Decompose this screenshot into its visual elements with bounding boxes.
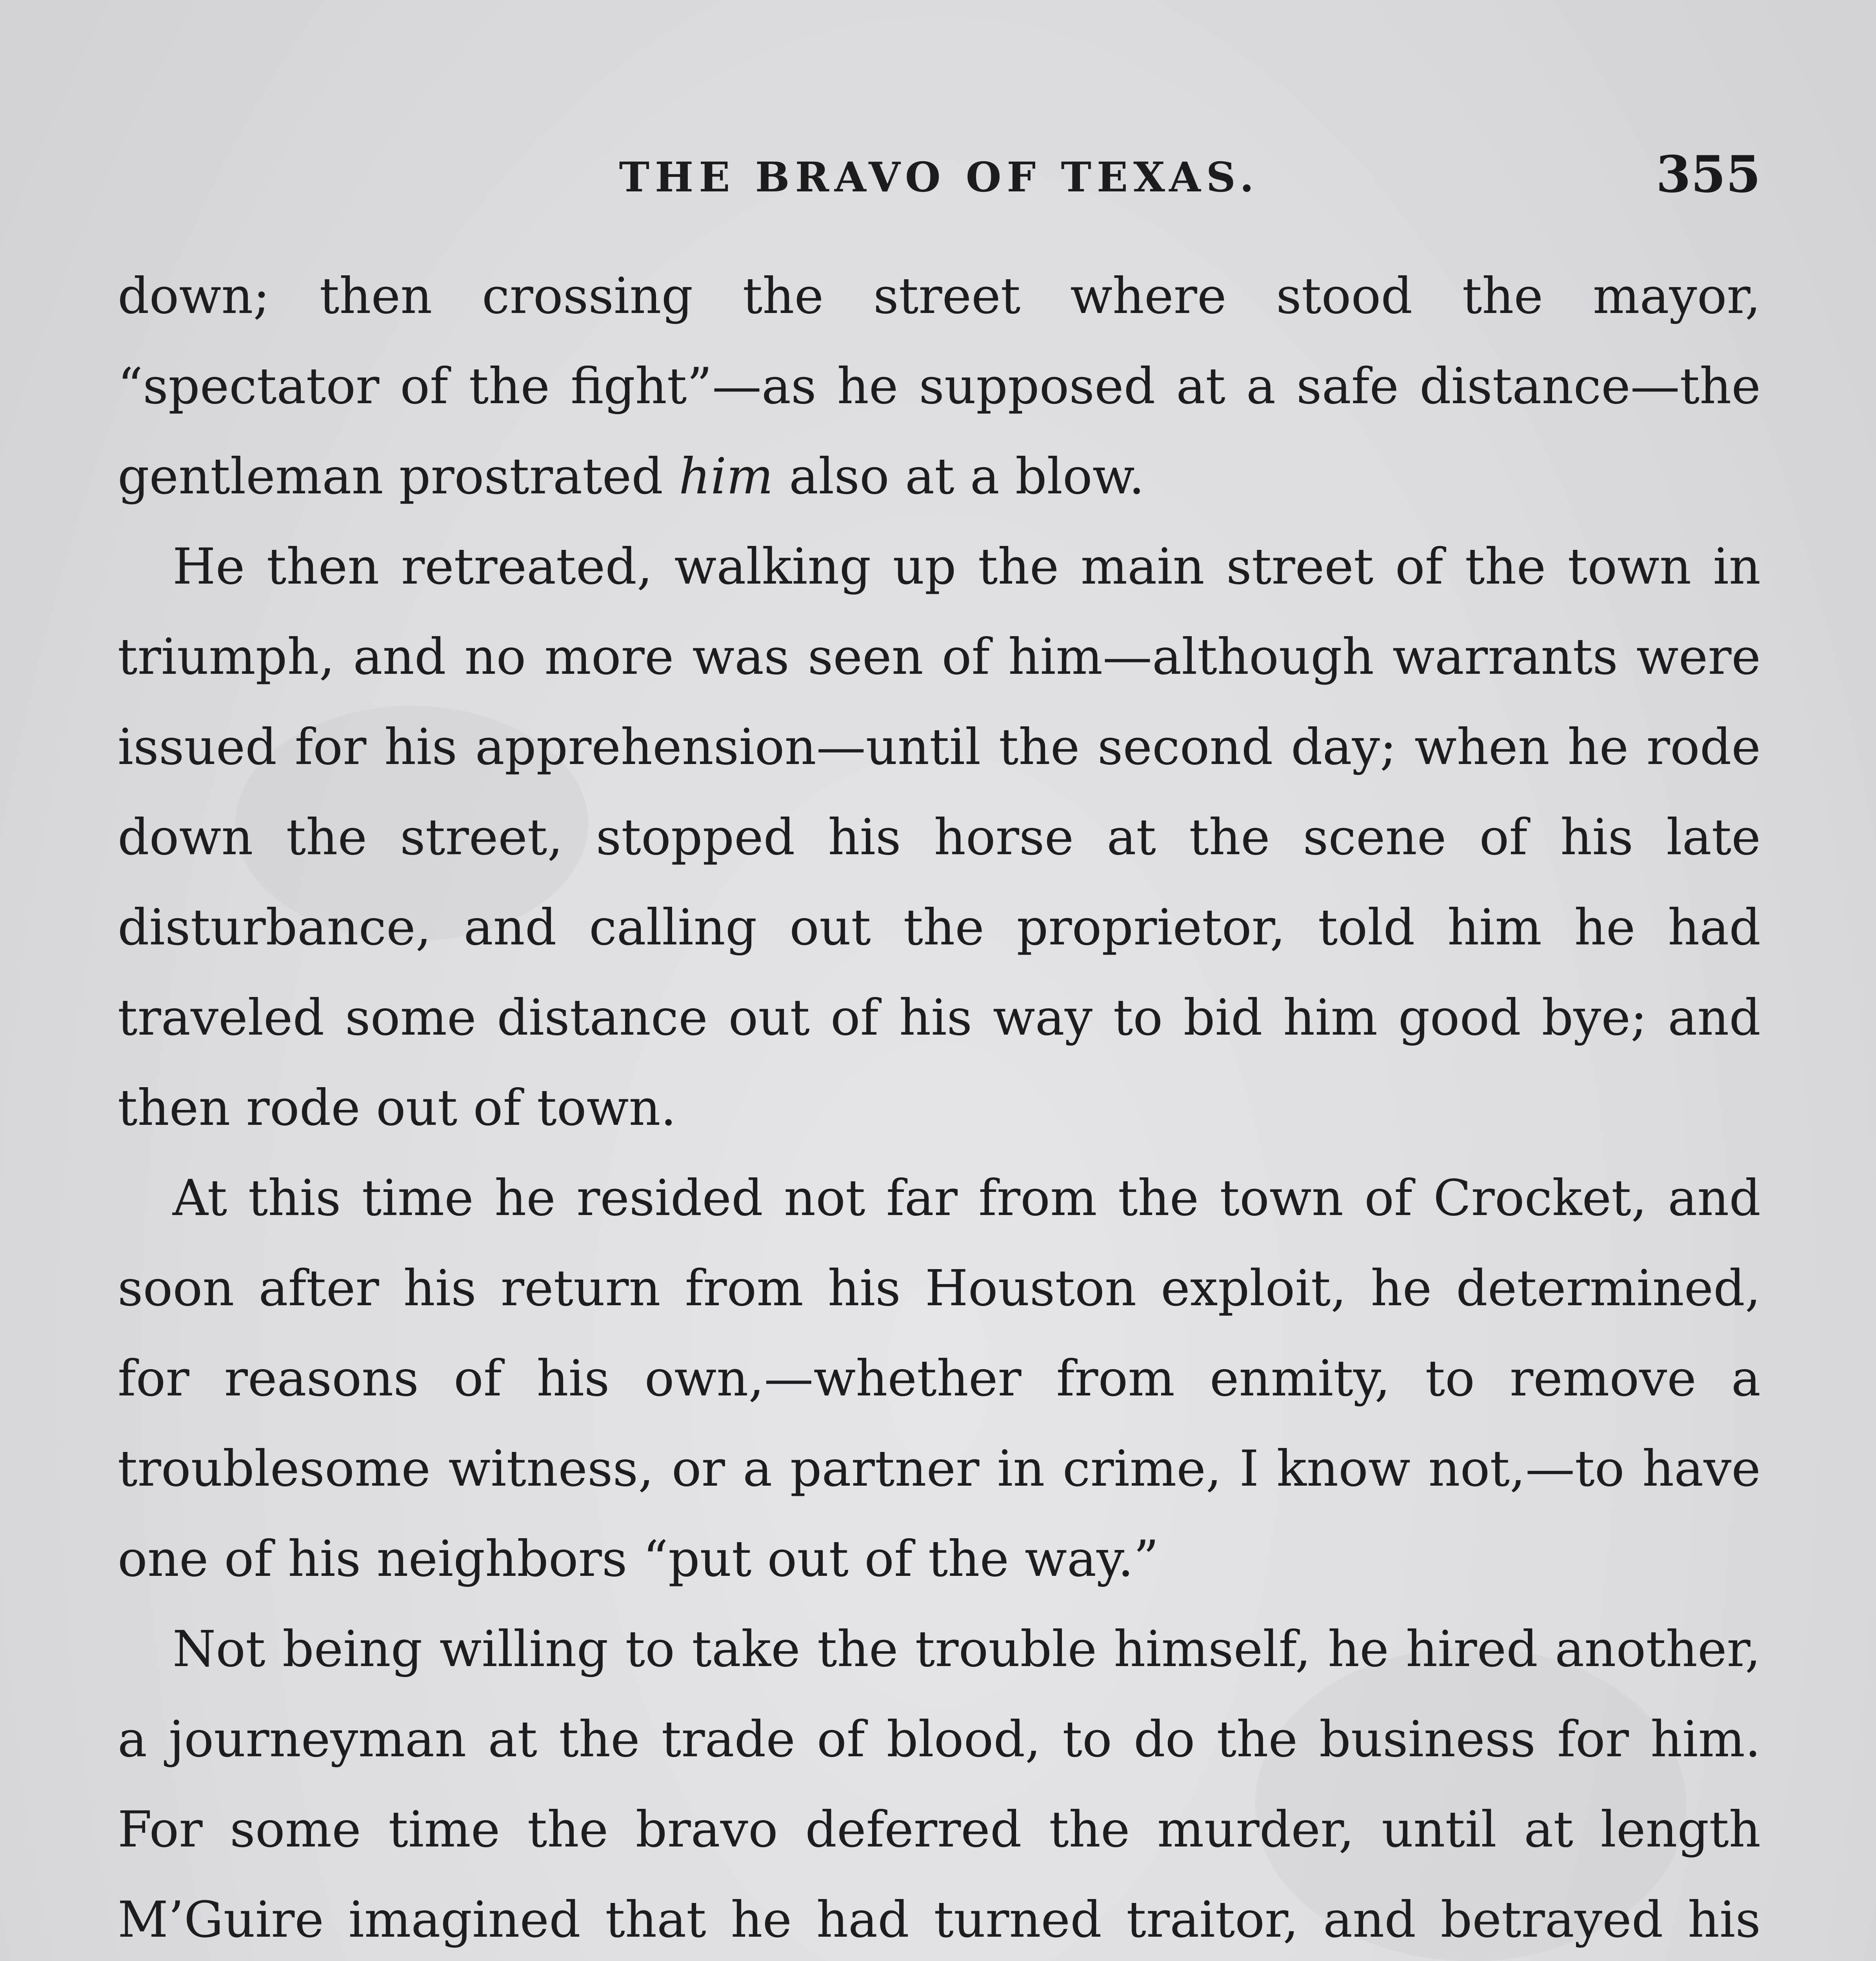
body-text [118,251,1761,1961]
paragraph [118,251,1761,522]
paragraph-text: Not being willing to take the trouble himself, he hired another, a journeyman at the trade of blood, to do the business for him. For some time the bravo deferred the murder, until at length M’Guire imagined that he had turned traitor, and betrayed his [118,1620,1761,1948]
paragraph [118,1153,1761,1604]
paragraph [118,1604,1761,1961]
running-title: THE BRAVO OF TEXAS. [619,153,1260,201]
paragraph-text: He then retreated, walking up the main street of the town in triumph, and no more was seen of him—although warrants were issued for his apprehension—until the second day; when he rode down the street, stopped his horse at the scene of his late disturbance, and calling out the proprietor, told him he had traveled some distance out of his way to bid him good bye; and then rode out of town. [118,538,1761,1137]
paragraph [118,522,1761,1153]
paragraph-text: down; then crossing the street where stood the mayor, “spectator of the fight”—as he supposed at a safe distance—the gentleman prostrated [118,267,1761,505]
italic-text: him [678,448,773,505]
page-number: 355 [1656,145,1761,204]
page-header [118,129,1761,216]
paragraph-text: also at a blow. [773,448,1145,505]
paragraph-text: At this time he resided not far from the town of Crocket, and soon after his return from his Houston exploit, he determined, for reasons of his own,—whether from enmity, to remove a troublesome witness, or a partner in crime, I know not,—to have one of his neighbors “put out of the way.” [118,1169,1761,1588]
